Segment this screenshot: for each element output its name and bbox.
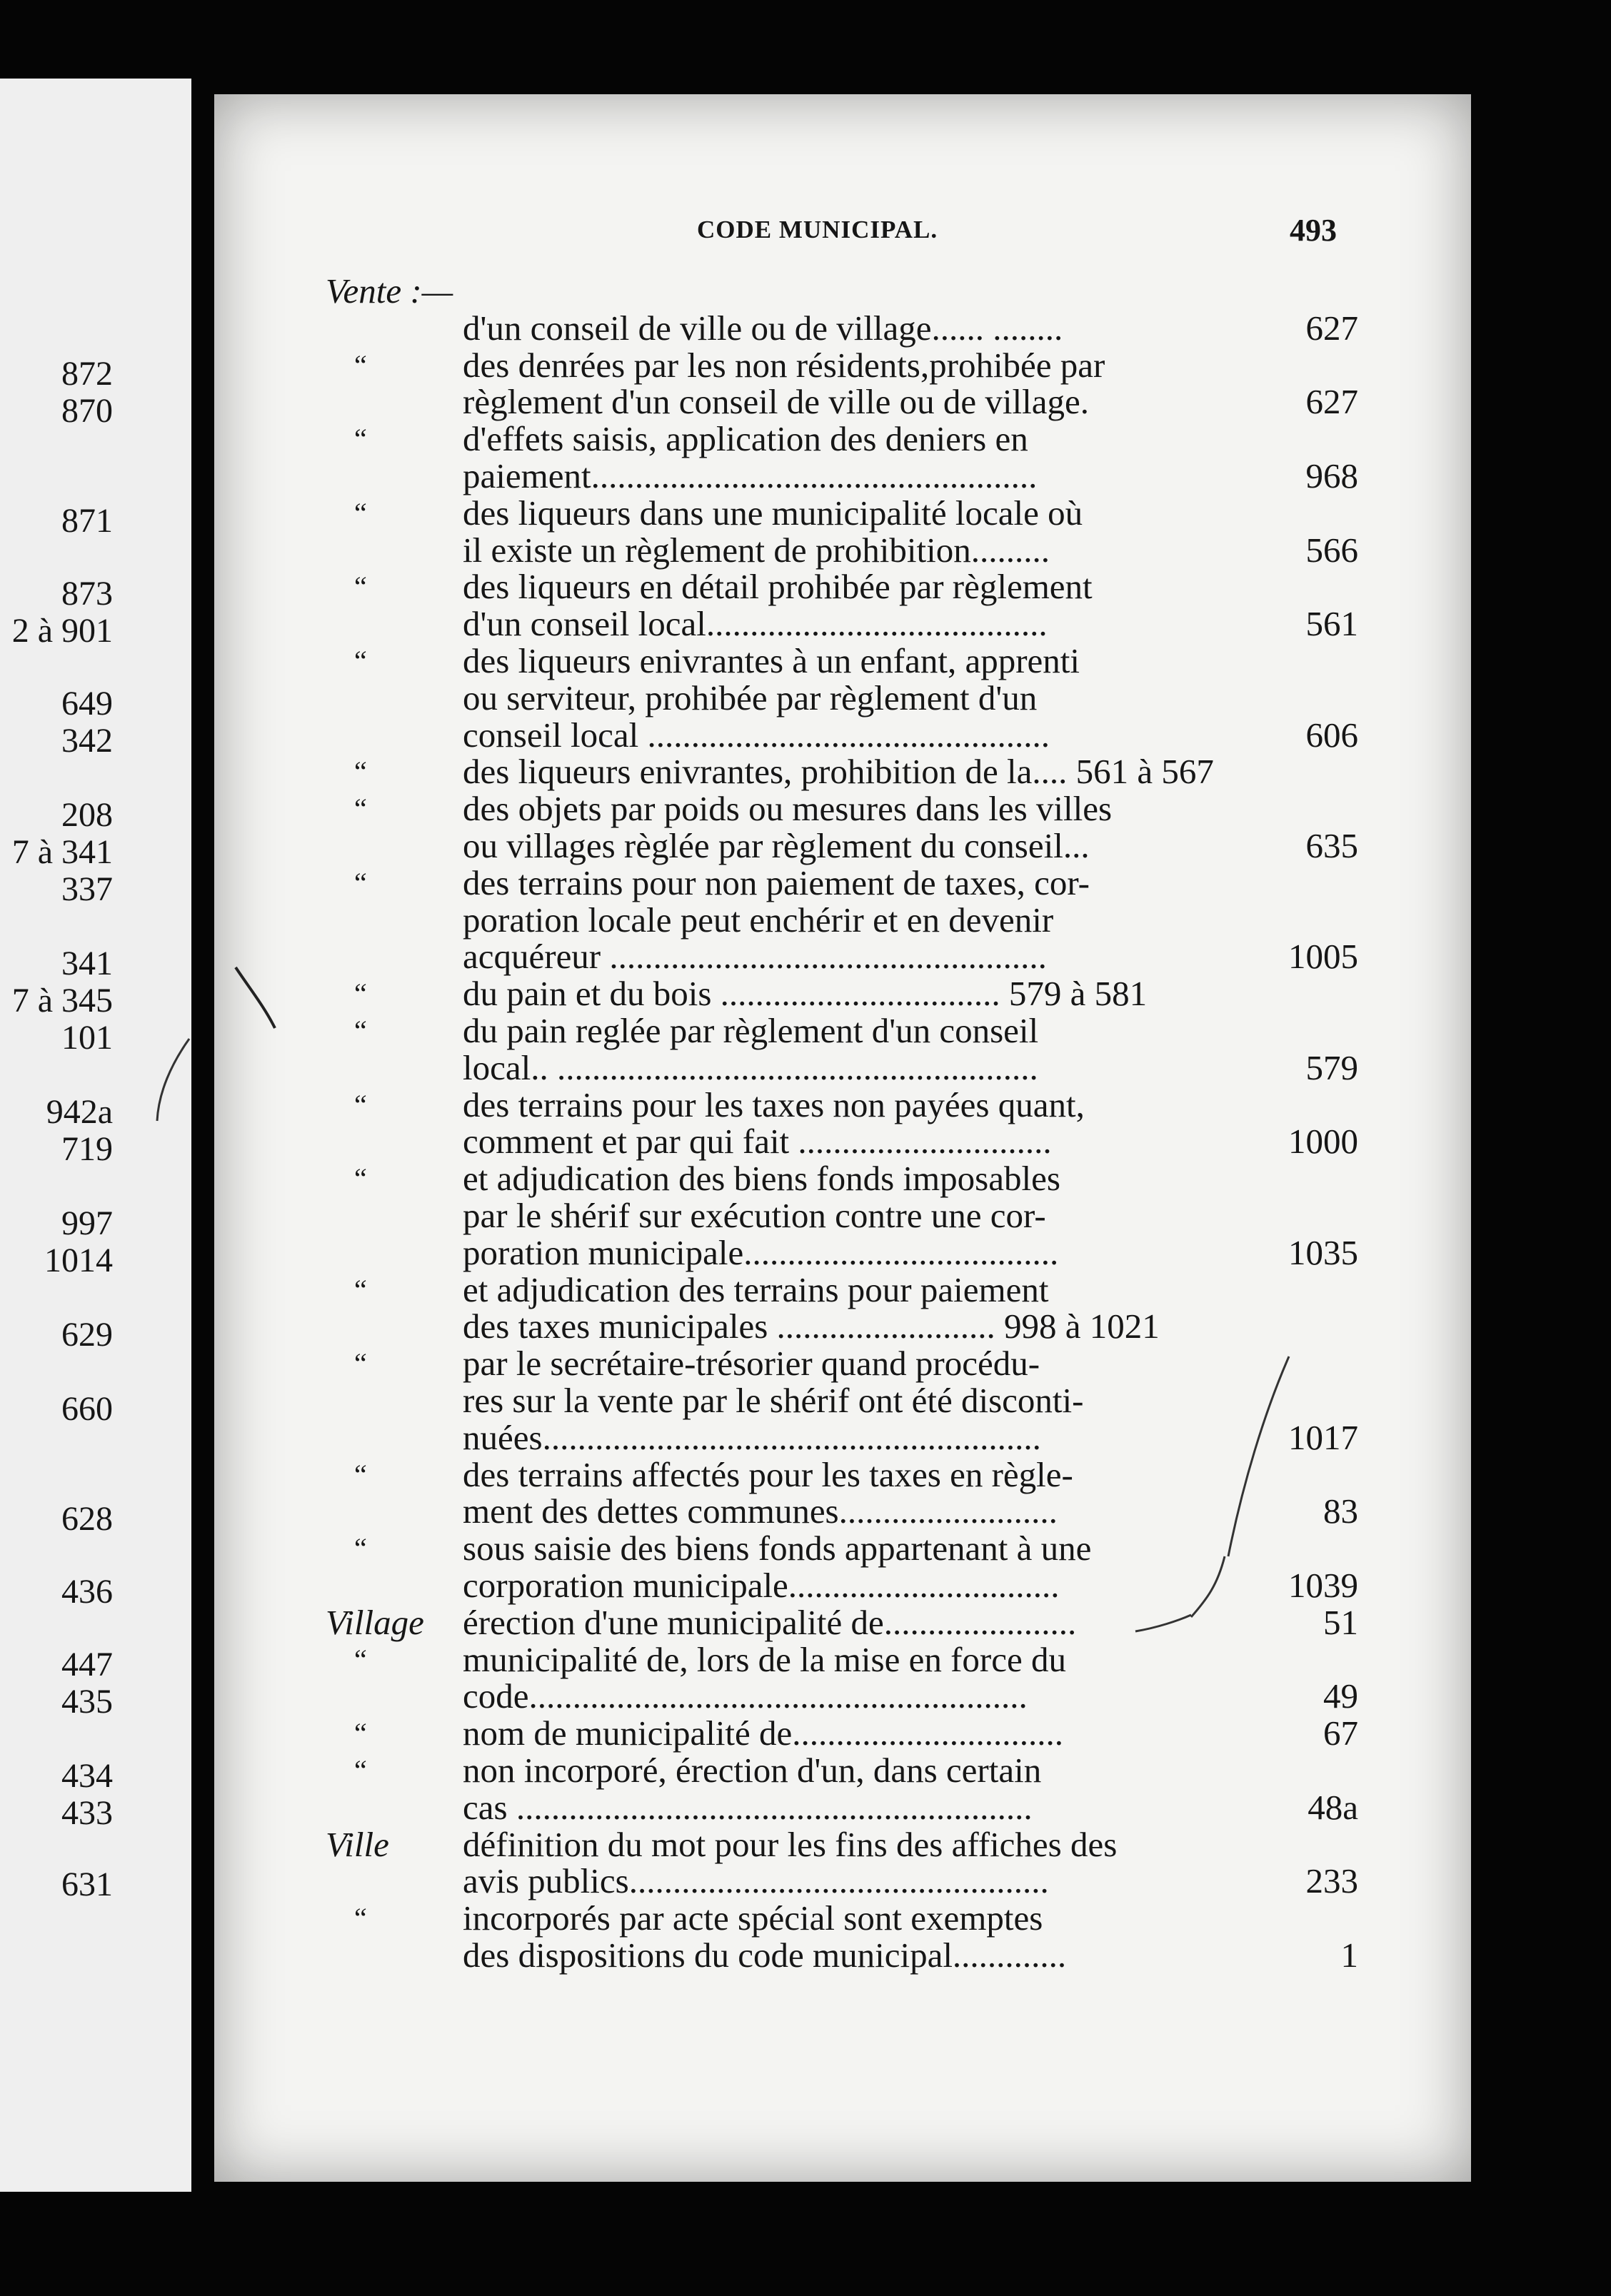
ditto-mark: “ [354,755,367,787]
index-entry-row [214,1308,1471,1345]
ditto-mark: “ [354,1014,367,1047]
entry-article-ref: 1005 [1288,937,1358,976]
left-page-number: 649 [61,685,113,722]
entry-text: du pain reglée par règlement d'un conseil [463,1011,1039,1050]
entry-text: des terrains pour les taxes non payées quant, [463,1085,1085,1124]
entry-text: des dispositions du code municipal............. [463,1935,1067,1975]
entry-text: des objets par poids ou mesures dans les villes [463,789,1113,828]
index-entry-row [214,1715,1471,1752]
entry-text: ou villages règlée par règlement du conseil... [463,826,1090,865]
entry-article-ref: 1000 [1288,1122,1358,1161]
entry-article-ref: 1 [1340,1935,1358,1975]
entry-text: cas ........................................................... [463,1788,1033,1827]
entry-text: des terrains affectés pour les taxes en règle- [463,1455,1073,1494]
left-page-number: 436 [61,1573,113,1611]
entry-text: comment et par qui fait ............................. [463,1122,1052,1161]
index-entry-row [214,310,1471,347]
index-entry-row [214,1272,1471,1309]
ditto-mark: “ [354,792,367,825]
entry-article-ref: 51 [1323,1603,1358,1642]
index-entry-row [214,1826,1471,1863]
entry-text: des liqueurs en détail prohibée par règlement [463,567,1093,606]
index-entry-row [214,1087,1471,1124]
entry-article-ref: 83 [1323,1491,1358,1531]
entry-text: des liqueurs enivrantes à un enfant, apprenti [463,641,1080,680]
entry-heading: Vente :— [326,271,453,311]
left-page-number: 2 à 901 [11,612,113,650]
left-page-number: 872 [61,355,113,393]
index-entry-row [214,1197,1471,1234]
left-page-number: 341 [61,945,113,982]
index-entry-row [214,1382,1471,1419]
index-entry-row [214,790,1471,827]
left-page-number: 870 [61,392,113,430]
left-page-number: 342 [61,722,113,760]
index-entry-row [214,1345,1471,1382]
left-page-number: 871 [61,502,113,540]
ditto-mark: “ [354,497,367,529]
ditto-mark: “ [354,570,367,603]
left-page-number: 7 à 341 [11,833,113,871]
entry-text: d'un conseil local....................................... [463,604,1048,643]
entry-text: corporation municipale............................... [463,1566,1060,1605]
left-page-number: 997 [61,1204,113,1242]
index-entry-row [214,421,1471,458]
index-entry-row [214,1160,1471,1197]
index-entry-row [214,273,1471,310]
entry-text: et adjudication des terrains pour paiement [463,1270,1049,1309]
entry-article-ref: 48a [1308,1788,1358,1827]
index-entry-row [214,532,1471,569]
index-entry-row [214,827,1471,865]
left-page-number: 1014 [44,1242,113,1279]
index-entry-row [214,1456,1471,1494]
index-entry-row [214,1900,1471,1937]
entry-text: par le shérif sur exécution contre une cor- [463,1196,1046,1235]
ditto-mark: “ [354,1532,367,1564]
index-entry-row [214,1049,1471,1087]
index-page [214,94,1471,2182]
entry-heading: Ville [326,1825,389,1864]
entry-text: d'un conseil de ville ou de village...... ........ [463,308,1063,348]
entry-text: nom de municipalité de............................... [463,1713,1064,1753]
entry-text: il existe un règlement de prohibition......... [463,530,1050,570]
entry-text: acquéreur .................................................. [463,937,1047,976]
entry-text: érection d'une municipalité de...................... [463,1603,1077,1642]
entry-text: local.. ....................................................... [463,1048,1038,1087]
ditto-mark: “ [354,867,367,899]
left-page-number: 435 [61,1683,113,1721]
entry-text: nuées......................................................... [463,1418,1041,1457]
left-page-number: 337 [61,870,113,908]
entry-text: des liqueurs dans une municipalité locale où [463,493,1083,533]
index-entry-row [214,1937,1471,1974]
ditto-mark: “ [354,423,367,455]
entry-text: par le secrétaire-trésorier quand procédu- [463,1344,1040,1383]
index-entry-row [214,938,1471,975]
left-page-number: 434 [61,1757,113,1795]
entry-text: d'effets saisis, application des deniers en [463,419,1028,458]
entry-article-ref: 566 [1305,530,1358,570]
index-entry-row [214,1234,1471,1272]
entry-article-ref: 1039 [1288,1566,1358,1605]
entry-text: des taxes municipales ......................... 998 à 1021 [463,1306,1160,1346]
left-page-number: 447 [61,1646,113,1683]
index-entry-row [214,495,1471,532]
entry-text: ou serviteur, prohibée par règlement d'un [463,678,1038,718]
left-page-number: 719 [61,1130,113,1168]
entry-text: res sur la vente par le shérif ont été disconti- [463,1381,1084,1420]
entry-article-ref: 635 [1305,826,1358,865]
entry-text: ment des dettes communes......................... [463,1491,1058,1531]
previous-page-fragment [0,79,191,2192]
left-page-number: 628 [61,1500,113,1538]
index-entry-row [214,865,1471,902]
left-page-number: 873 [61,575,113,613]
index-entry-row [214,1567,1471,1604]
entry-text: définition du mot pour les fins des affiches des [463,1825,1118,1864]
entry-text: du pain et du bois ................................ 579 à 581 [463,974,1148,1013]
entry-text: sous saisie des biens fonds appartenant à une [463,1529,1092,1568]
entry-text: poration locale peut enchérir et en devenir [463,900,1054,940]
ditto-mark: “ [354,1089,367,1121]
index-entry-row [214,605,1471,643]
ditto-mark: “ [354,977,367,1009]
entry-article-ref: 606 [1305,715,1358,755]
entry-article-ref: 67 [1323,1713,1358,1753]
index-entry-row [214,680,1471,717]
entry-article-ref: 1035 [1288,1233,1358,1272]
index-entry-row [214,347,1471,384]
ditto-mark: “ [354,1347,367,1379]
page-number: 493 [1290,213,1337,248]
ditto-mark: “ [354,349,367,381]
entry-text: règlement d'un conseil de ville ou de village. [463,382,1089,421]
ditto-mark: “ [354,1717,367,1749]
entry-article-ref: 627 [1305,308,1358,348]
entry-article-ref: 1017 [1288,1418,1358,1457]
left-page-number: 208 [61,796,113,834]
entry-article-ref: 49 [1323,1676,1358,1716]
left-page-number: 942a [46,1093,113,1131]
index-entry-row [214,902,1471,939]
left-page-number: 7 à 345 [11,982,113,1019]
index-entry-row [214,1752,1471,1789]
entry-article-ref: 561 [1305,604,1358,643]
ditto-mark: “ [354,1754,367,1786]
index-entry-row [214,1012,1471,1049]
index-entry-row [214,1493,1471,1530]
entry-text: des terrains pour non paiement de taxes, cor- [463,863,1090,902]
ditto-mark: “ [354,1902,367,1934]
index-entry-row [214,458,1471,495]
index-entry-row [214,717,1471,754]
left-page-number: 433 [61,1794,113,1832]
index-entry-row [214,1641,1471,1678]
ditto-mark: “ [354,645,367,677]
entry-article-ref: 579 [1305,1048,1358,1087]
index-entry-row [214,1419,1471,1456]
index-entry-row [214,1863,1471,1900]
index-entry-row [214,568,1471,605]
index-entry-row [214,753,1471,790]
left-page-number: 660 [61,1390,113,1428]
index-entry-row [214,975,1471,1012]
index-entry-row [214,1123,1471,1160]
ditto-mark: “ [354,1459,367,1491]
entry-text: paiement................................................... [463,456,1038,495]
left-page-number: 629 [61,1316,113,1354]
entry-text: des liqueurs enivrantes, prohibition de la.... 561 à 567 [463,752,1214,791]
entry-heading: Village [326,1603,424,1642]
entry-text: des denrées par les non résidents,prohibée par [463,346,1105,385]
index-entry-row [214,1678,1471,1715]
index-entry-row [214,643,1471,680]
entry-text: poration municipale.................................... [463,1233,1059,1272]
entry-text: municipalité de, lors de la mise en force du [463,1640,1066,1679]
entry-text: conseil local .............................................. [463,715,1050,755]
entry-article-ref: 233 [1305,1861,1358,1900]
ditto-mark: “ [354,1643,367,1676]
entry-text: avis publics................................................ [463,1861,1049,1900]
index-entry-row [214,1530,1471,1567]
entry-text: non incorporé, érection d'un, dans certain [463,1751,1042,1790]
running-title: CODE MUNICIPAL. [697,216,938,243]
left-page-number: 631 [61,1866,113,1903]
ditto-mark: “ [354,1274,367,1306]
entry-text: code......................................................... [463,1676,1028,1716]
index-entry-row [214,1789,1471,1826]
entry-text: et adjudication des biens fonds imposables [463,1159,1060,1198]
index-entry-row [214,383,1471,421]
entry-article-ref: 968 [1305,456,1358,495]
index-entry-row [214,1604,1471,1641]
left-page-number: 101 [61,1019,113,1057]
entry-article-ref: 627 [1305,382,1358,421]
entry-text: incorporés par acte spécial sont exemptes [463,1898,1043,1938]
ditto-mark: “ [354,1162,367,1194]
